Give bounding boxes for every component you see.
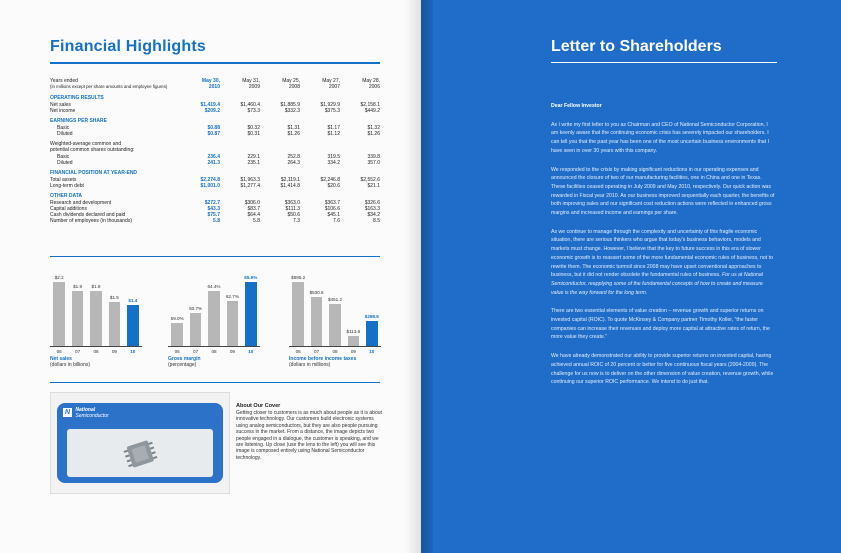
- data-label: 64.4%: [207, 284, 221, 290]
- header-year-0: May 30, 2010: [201, 78, 220, 90]
- row-value: $75.7: [207, 212, 220, 218]
- section-title-text: OTHER DATA: [50, 193, 83, 199]
- section-title-text: FINANCIAL POSITION AT YEAR-END: [50, 170, 138, 176]
- letter-title: Letter to Shareholders: [551, 38, 722, 55]
- header-year-1: May 31, 2009: [242, 78, 260, 90]
- row-label: Number of employees (in thousands): [50, 218, 132, 224]
- table-header-row: [50, 78, 380, 92]
- x-axis-line: [168, 346, 260, 347]
- chip-icon: [67, 429, 213, 477]
- row-value: $45.1: [327, 212, 340, 218]
- row-value: $1,419.4: [200, 102, 220, 108]
- bar: [227, 301, 239, 346]
- data-label: 62.7%: [225, 294, 239, 300]
- row-value: 334.2: [327, 160, 340, 166]
- data-label: 65.9%: [244, 275, 258, 281]
- magnifier-graphic: [57, 403, 223, 483]
- bar-chart-1: [168, 266, 260, 354]
- row-value: 339.8: [367, 154, 380, 160]
- row-value: $1.26: [287, 131, 300, 137]
- section-title: [50, 95, 380, 102]
- row-value: $163.3: [364, 206, 380, 212]
- bar: [348, 336, 360, 346]
- category-label: 07: [75, 349, 81, 354]
- row-value: $21.1: [367, 183, 380, 189]
- letter-title-rule: [551, 62, 777, 63]
- row-value: $2,246.8: [320, 177, 340, 183]
- bar: [292, 282, 304, 346]
- logo-mark-icon: N: [64, 409, 71, 416]
- bar: [90, 291, 102, 346]
- header-sublabel: (in millions except per share amounts and employee figures): [50, 84, 168, 89]
- row-value: 5.8: [213, 218, 220, 224]
- row-value: 229.1: [247, 154, 260, 160]
- bar: [109, 302, 121, 346]
- row-value: $34.2: [367, 212, 380, 218]
- section-title: [50, 118, 380, 125]
- bar: [208, 291, 220, 346]
- row-value: $1.26: [367, 131, 380, 137]
- category-label: 07: [193, 349, 199, 354]
- category-label: 09: [111, 349, 117, 354]
- data-label: 59.0%: [170, 315, 184, 321]
- row-value: 8.5: [373, 218, 380, 224]
- row-value: $2,119.1: [280, 177, 300, 183]
- data-label: $1.4: [128, 298, 138, 304]
- letter-greeting: Dear Fellow Investor: [551, 103, 602, 109]
- data-label: $1.9: [73, 283, 83, 289]
- lens-window: [67, 429, 213, 477]
- row-value: 7.6: [333, 218, 340, 224]
- national-logo: N National Semiconductor: [64, 407, 109, 419]
- row-value: $0.88: [207, 125, 220, 131]
- row-value: $332.3: [284, 108, 300, 114]
- row-value: $326.6: [364, 200, 380, 206]
- cover-image: [50, 392, 230, 494]
- row-value: $272.7: [204, 200, 220, 206]
- bar: [329, 304, 341, 346]
- row-value: $1.17: [327, 125, 340, 131]
- category-label: 07: [314, 349, 320, 354]
- header-year-2: May 25, 2008: [282, 78, 300, 90]
- row-label: Research and development: [50, 200, 112, 206]
- row-value: $2,274.8: [200, 177, 220, 183]
- header-year-3: May 27, 2007: [322, 78, 340, 90]
- data-label: 60.7%: [189, 305, 203, 311]
- data-label: $268.6: [364, 314, 379, 320]
- row-value: $2,552.6: [360, 177, 380, 183]
- row-value: $1,929.9: [320, 102, 340, 108]
- bar: [127, 305, 139, 346]
- bar-chart-0: [50, 266, 142, 354]
- row-label: Net sales: [50, 102, 71, 108]
- bar-chart-2: [289, 266, 381, 354]
- row-value: $0.32: [247, 125, 260, 131]
- category-label: 09: [350, 349, 356, 354]
- row-value: $50.6: [287, 212, 300, 218]
- chart-top-rule: [50, 256, 380, 257]
- row-label: Net income: [50, 108, 76, 114]
- row-value: $64.4: [247, 212, 260, 218]
- category-label: 10: [130, 349, 136, 354]
- category-label: 06: [295, 349, 301, 354]
- letter-paragraph-2: We responded to the crisis by making significant reductions in our operating expenses and announced the closure of two of our manufacturing facilities, one in China and one in Texas. These facilities ceased operating in July 2009 and May 2010, respectively. Our quick action was rewarded in Fiscal year 2010. As our business improved sequentially each quarter, the benefits of both improving sales and our significant cost reduction actions were reflected in enhanced gross margins and increased income and earnings per share.: [551, 166, 775, 217]
- chart-bottom-rule: [50, 382, 380, 383]
- section-title: [50, 193, 380, 200]
- row-value: $1,460.4: [240, 102, 260, 108]
- row-label: Diluted: [57, 160, 73, 166]
- row-label: Capital additions: [50, 206, 87, 212]
- category-label: 09: [229, 349, 235, 354]
- row-value: $2,158.1: [360, 102, 380, 108]
- data-label: $2.2: [54, 274, 64, 280]
- about-cover-text: Getting closer to customers is as much about people as it is about innovative technology. Our customers build electronic systems using analog semiconductors, but they are also people pursuing success in the market. From a distance, the image depicts two people engaged in a dialogue, the customer is speaking, and we are listening. Up close (use the lens to the left) you will see this image is composed entirely using National Semiconductor technology.: [236, 410, 382, 461]
- row-label: Long-term debt: [50, 183, 84, 189]
- letter-paragraph-1: As I write my first letter to you as Chairman and CEO of National Semiconductor Corporation, I am keenly aware that the continuing economic crisis has severely impacted our shareholders. I can tell you that the past year has been one of the most uncertain business environments that I have seen in over 30 years with this company.: [551, 121, 770, 154]
- table-row: [50, 160, 380, 167]
- row-label: Diluted: [57, 131, 73, 137]
- bar: [190, 313, 202, 346]
- data-label: $530.6: [309, 290, 324, 296]
- header-year-4: May 28, 2006: [362, 78, 380, 90]
- row-value: $375.3: [324, 108, 340, 114]
- bar: [53, 282, 65, 346]
- letter-paragraph-4: There are two essential elements of value creation – revenue growth and superior returns on invested capital (ROIC). To quote McKinsey & Company partner Timothy Koller, "the faster companies can increase their revenues and deploy more capital at attractive rates of return, the more value they create.": [551, 308, 770, 341]
- financial-highlights-title: Financial Highlights: [50, 38, 207, 55]
- row-value: $1,963.3: [240, 177, 260, 183]
- table-row: [50, 108, 380, 115]
- chart-title: Income before income taxes: [289, 356, 357, 362]
- bar: [72, 291, 84, 346]
- letter-paragraph-3: As we continue to manage through the complexity and uncertainty of this fragile economic situation, there are serious thinkers who argue that today's business behaviors, models and markets must change. However, I believe that the key to future success in this era of slower economic growth is to reassert some of the more fundamental economic rules of business, not to rewrite them. The economic turmoil since 2008 may have upset conventional approaches to business, but it did not render obsolete the fundamental rules of business. For us at National Semiconductor, reapplying some of the fundamental concepts of how to create and measure value is the way forward for the long term.: [551, 228, 774, 296]
- bar: [245, 282, 257, 346]
- row-value: $209.2: [204, 108, 220, 114]
- row-value: $1.12: [327, 131, 340, 137]
- bar: [171, 323, 183, 346]
- table-row: [50, 131, 380, 138]
- section-title-text: OPERATING RESULTS: [50, 95, 104, 101]
- section-title: [50, 170, 380, 177]
- header-label: Years ended: [50, 78, 78, 84]
- bar: [311, 297, 323, 346]
- row-value: 7.3: [293, 218, 300, 224]
- row-value: $1.32: [367, 125, 380, 131]
- chart-subtitle: (dollars in billions): [50, 362, 91, 368]
- about-cover-title: About Our Cover: [236, 403, 281, 409]
- section-text-line: potential common shares outstanding:: [50, 147, 135, 153]
- table-row: [50, 218, 380, 225]
- category-label: 06: [56, 349, 62, 354]
- row-value: $111.3: [285, 206, 300, 212]
- row-value: 252.8: [287, 154, 300, 160]
- row-label: Basic: [57, 154, 70, 160]
- row-value: $0.87: [207, 131, 220, 137]
- x-axis-line: [289, 346, 381, 347]
- row-label: Total assets: [50, 177, 77, 183]
- section-title-text: EARNINGS PER SHARE: [50, 118, 107, 124]
- row-value: $1,277.4: [240, 183, 260, 189]
- row-value: 319.5: [327, 154, 340, 160]
- letter-body: [551, 102, 775, 397]
- category-label: 08: [332, 349, 338, 354]
- letter-paragraph-5: We have already demonstrated our ability to provide superior returns on invested capital, having achieved annual ROIC of 20 percent or better for five continuous fiscal years (2004-2009). The challenge for us now is to deliver on the other dimension of value creation, revenue growth, while continuing our superior ROIC performance. We intend to do just that.: [551, 353, 774, 386]
- category-label: 06: [174, 349, 180, 354]
- row-value: $1,001.0: [200, 183, 220, 189]
- category-label: 08: [211, 349, 217, 354]
- category-label: 08: [93, 349, 99, 354]
- data-label: $1.9: [91, 283, 101, 289]
- row-value: $1.31: [287, 125, 300, 131]
- section-text: [50, 147, 380, 154]
- row-value: $83.7: [247, 206, 260, 212]
- chart-subtitle: (dollars in millions): [289, 362, 331, 368]
- row-value: $0.31: [247, 131, 260, 137]
- data-label: $113.6: [346, 328, 361, 334]
- row-label: Cash dividends declared and paid: [50, 212, 126, 218]
- row-value: $106.6: [324, 206, 340, 212]
- row-value: 235.1: [247, 160, 260, 166]
- category-label: 10: [369, 349, 375, 354]
- row-value: 5.8: [253, 218, 260, 224]
- row-value: 241.3: [207, 160, 220, 166]
- row-value: $363.0: [284, 200, 300, 206]
- row-value: $1,885.9: [280, 102, 300, 108]
- section-text-line: Weighted-average common and: [50, 141, 122, 147]
- spine-shadow: [405, 0, 433, 553]
- row-value: $43.3: [207, 206, 220, 212]
- row-label: Basic: [57, 125, 70, 131]
- x-axis-line: [50, 346, 142, 347]
- row-value: $363.7: [324, 200, 340, 206]
- row-value: $306.0: [244, 200, 260, 206]
- data-label: $451.2: [327, 297, 343, 303]
- title-rule: [50, 62, 380, 64]
- row-value: $1,414.8: [280, 183, 300, 189]
- bar: [366, 321, 378, 346]
- row-value: $449.2: [364, 108, 380, 114]
- row-value: $73.3: [247, 108, 260, 114]
- chart-subtitle: (percentage): [168, 362, 197, 368]
- row-value: 236.4: [207, 154, 220, 160]
- table-row: [50, 183, 380, 190]
- chart-title: Net sales: [50, 356, 72, 362]
- data-label: $1.5: [109, 295, 119, 301]
- data-label: $695.2: [291, 274, 306, 280]
- row-value: 264.3: [287, 160, 300, 166]
- row-value: $20.6: [327, 183, 340, 189]
- category-label: 10: [248, 349, 254, 354]
- chart-title: Gross margin: [168, 356, 201, 362]
- row-value: 357.0: [367, 160, 380, 166]
